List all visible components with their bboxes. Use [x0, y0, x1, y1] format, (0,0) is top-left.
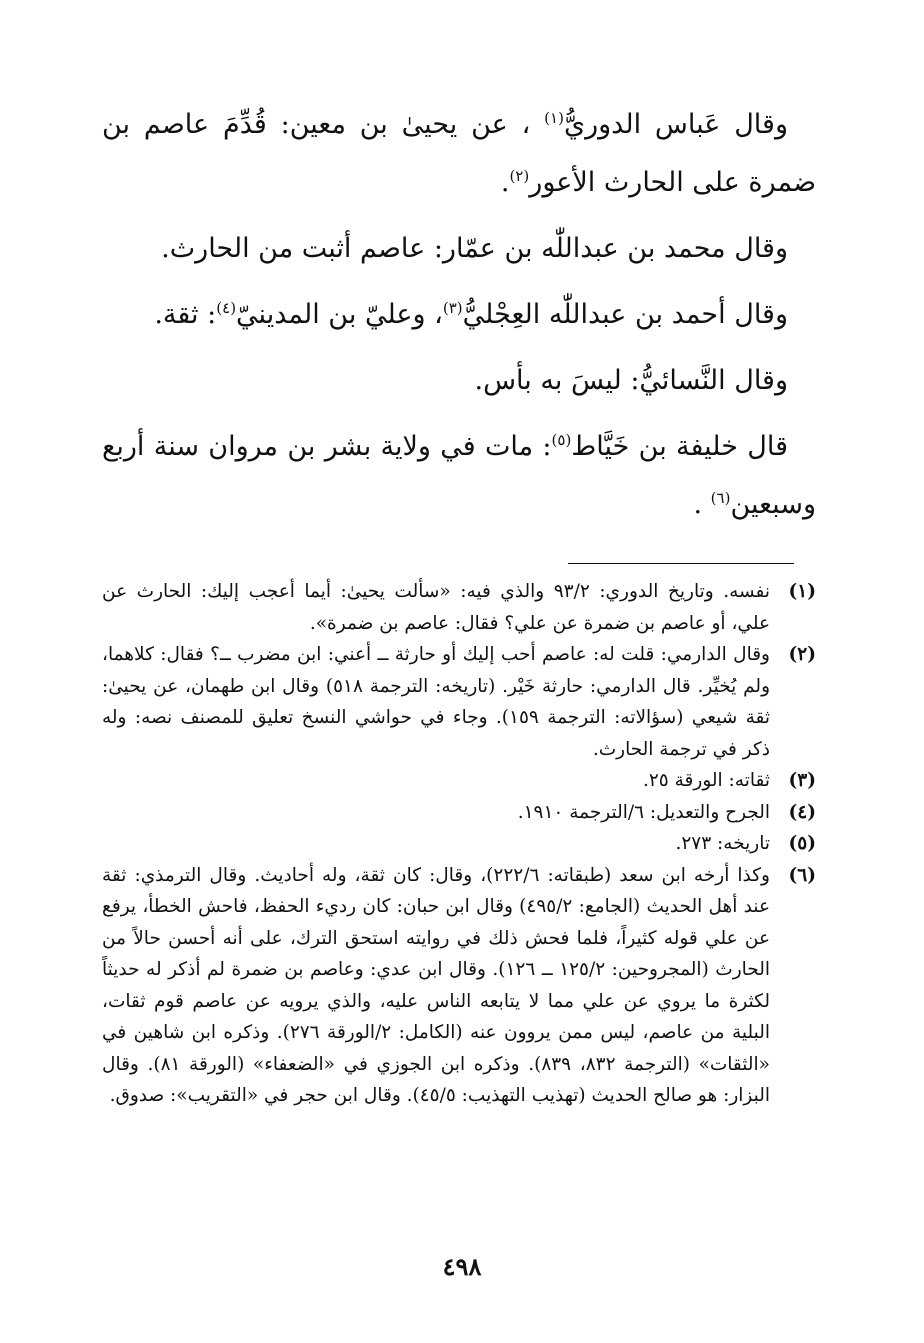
footnote-number: (٥)	[788, 833, 816, 854]
main-text	[102, 96, 816, 542]
text: : ثقة.	[154, 299, 217, 330]
footnote-number: (٢)	[788, 644, 816, 665]
text: .	[693, 489, 711, 520]
footnote-ref[interactable]: (١)	[544, 109, 564, 127]
text: وقال محمد بن عبداللّٰه بن عمّار: عاصم أثبت من الحارث.	[161, 233, 788, 264]
page-number: ٤٩٨	[442, 1252, 482, 1281]
text: وقال أحمد بن عبداللّٰه العِجْليُّ	[462, 299, 788, 330]
footnote	[102, 828, 816, 860]
footnote	[102, 797, 816, 829]
footnote	[102, 576, 816, 639]
footnote-text: تاريخه: ٢٧٣.	[675, 833, 770, 854]
paragraph	[102, 96, 816, 212]
footnote	[102, 639, 816, 765]
text: : مات في ولاية بشر بن مروان سنة أربع وسبعين	[102, 431, 816, 520]
footnote-ref[interactable]: (٦)	[710, 489, 731, 507]
paragraph	[102, 220, 816, 278]
text: ، وعليّ بن المدينيّ	[236, 299, 443, 330]
footnote-text: نفسه. وتاريخ الدوري: ٩٣/٢ والذي فيه: «سألت يحيىٰ: أيما أعجب إليك: الحارث عن علي، أو عاصم بن ضمرة عن علي؟ فقال: عاصم بن ضمرة».	[102, 581, 771, 634]
footnote-separator	[568, 563, 794, 564]
footnote-number: (٣)	[788, 770, 816, 791]
footnote-text: الجرح والتعديل: ٦/الترجمة ١٩١٠.	[517, 801, 770, 823]
footnotes	[102, 576, 816, 1112]
footnote-ref[interactable]: (٤)	[216, 299, 237, 317]
footnote-text: وكذا أرخه ابن سعد (طبقاته: ٢٢٢/٦)، وقال: كان ثقة، وله أحاديث. وقال الترمذي: ثقة عند أهل الحديث (الجامع: ٤٩٥/٢) وقال ابن حبان: كان رديء الحفظ، فاحش الخطأ، يرفع عن علي قوله كثيراً، فلما فحش ذلك في روايته استحق الترك، على أنه أحسن حالاً من الحارث (المجروحين: ١٢٥/٢ ــ ١٢٦). وقال ابن عدي: وعاصم بن ضمرة لم أذكر له حديثاً لكثرة ما يروي عن علي مما لا يتابعه الناس عليه، والذي يرويه عن عاصم قوم ثقات، البلية من عاصم، ليس ممن يروون عنه (الكامل: ٢/الورقة ٢٧٦). وذكره ابن شاهين في «الثقات» (الترجمة ٨٣٢، ٨٣٩). وذكره ابن الجوزي في «الضعفاء» (الورقة ٨١). وقال البزار: هو صالح الحديث (تهذيب التهذيب: ٤٥/٥). وقال ابن حجر في «التقريب»: صدوق.	[102, 864, 771, 1106]
footnote-text: ثقاته: الورقة ٢٥.	[642, 770, 770, 791]
footnote-ref[interactable]: (٢)	[509, 167, 530, 185]
footnote	[102, 860, 816, 1112]
text: وقال عَباس الدوريُّ	[563, 109, 788, 140]
footnote-ref[interactable]: (٣)	[442, 299, 463, 317]
footnote-text: وقال الدارمي: قلت له: عاصم أحب إليك أو حارثة ــ أعني: ابن مضرب ــ؟ فقال: كلاهما، ولم يُخيِّر. قال الدارمي: حارثة خَيْر. (تاريخه: الترجمة ٥١٨) وقال ابن طهمان، عن يحيىٰ: ثقة شيعي (سؤالاته: الترجمة ١٥٩). وجاء في حواشي النسخ تعليق للمصنف نصه: وله ذكر في ترجمة الحارث.	[102, 644, 771, 760]
paragraph	[102, 286, 816, 344]
paragraph	[102, 418, 816, 534]
footnote-number: (٤)	[788, 801, 816, 823]
footnote-ref[interactable]: (٥)	[551, 431, 572, 449]
footnote-number: (٦)	[788, 864, 816, 886]
text: .	[500, 167, 510, 198]
text: وقال النَّسائيُّ: ليسَ به بأس.	[474, 365, 788, 396]
paragraph	[102, 352, 816, 410]
footnote	[102, 765, 816, 797]
footnote-number: (١)	[788, 581, 816, 602]
text: ، عن يحيىٰ بن معين: قُدِّمَ عاصم بن ضمرة على الحارث الأعور	[102, 109, 816, 198]
text: قال خليفة بن خَيَّاط	[571, 431, 788, 462]
